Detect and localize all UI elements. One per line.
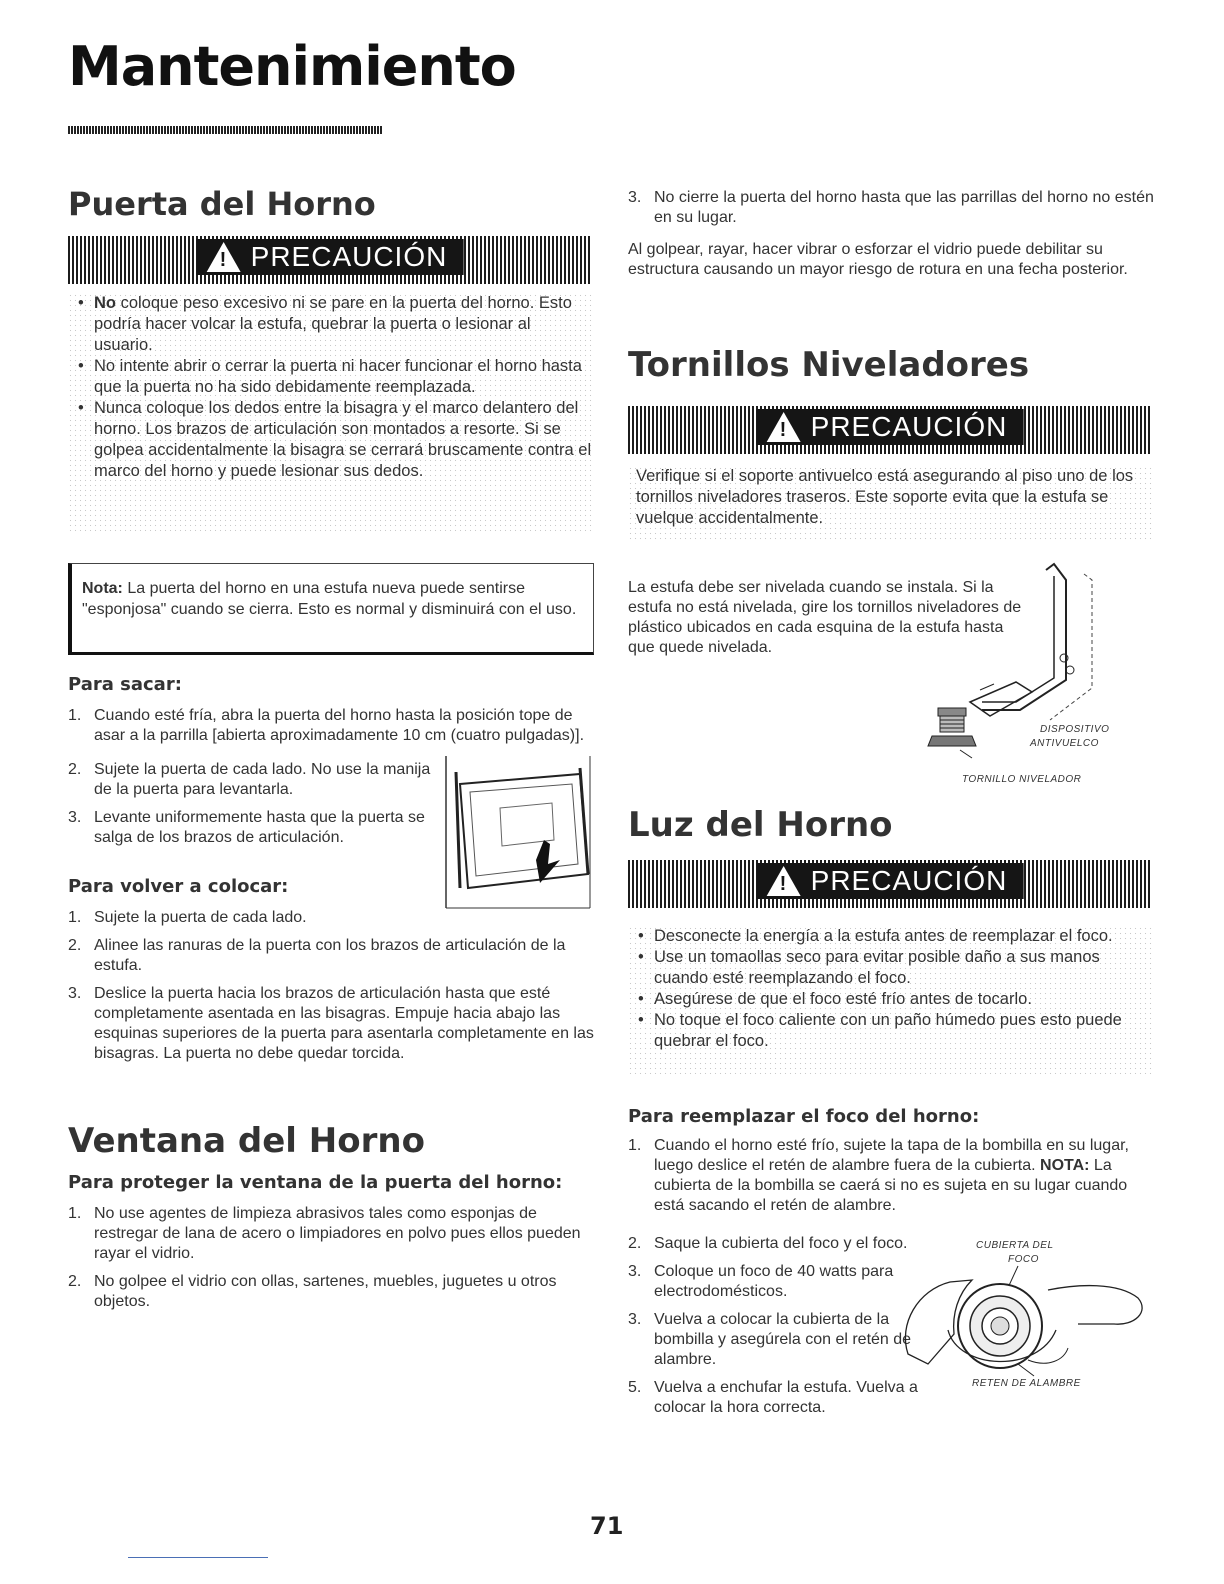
caution-item: • Asegúrese de que el foco esté frío antes de tocarlo.: [628, 989, 1152, 1010]
step-item: 2. No golpee el vidrio con ollas, sartenes, muebles, juguetes u otros objetos.: [68, 1273, 557, 1310]
step-item: 1. Cuando el horno esté frío, sujete la tapa de la bombilla en su lugar, luego deslice el retén de alambre fuera de la cubierta. NOTA: La cubierta de la bombilla se caerá si no es sujeta en su lugar cuando está sacando el retén de alambre.: [628, 1137, 1129, 1214]
heading-luz: Luz del Horno: [628, 805, 893, 845]
page-title: Mantenimiento: [68, 35, 516, 98]
note-label: Nota:: [82, 580, 123, 597]
steps-ventana: [68, 1204, 594, 1320]
caution-banner-puerta: [68, 236, 592, 284]
label-antivuelco: ANTIVUELCO: [1030, 738, 1099, 749]
step-item: 1. No use agentes de limpieza abrasivos tales como esponjas de restregar de lana de acero o limpiadores en polvo pues ellos pueden rayar el vidrio.: [68, 1205, 581, 1262]
caution-banner-tornillos: [628, 406, 1152, 454]
label-foco: FOCO: [1008, 1254, 1039, 1265]
footer-line: [128, 1557, 268, 1558]
caution-item: • Use un tomaollas seco para evitar posible daño a sus manos cuando esté reemplazando el foco.: [628, 947, 1152, 989]
subheading-sacar: Para sacar:: [68, 674, 182, 695]
step-item: 5. Vuelva a enchufar la estufa. Vuelva a colocar la hora correcta.: [628, 1379, 918, 1416]
step-item: 1. Sujete la puerta de cada lado.: [68, 909, 307, 926]
caution-body-luz: [628, 926, 1152, 1074]
note-text: La puerta del horno en una estufa nueva puede sentirse "esponjosa" cuando se cierra. Esto es normal y disminuirá con el uso.: [82, 580, 577, 618]
label-tornillo: TORNILLO NIVELADOR: [962, 774, 1082, 785]
warning-icon: !: [207, 242, 241, 272]
heading-ventana: Ventana del Horno: [68, 1121, 425, 1161]
note-box: [68, 563, 594, 655]
title-underline: [68, 126, 382, 134]
caution-label: ! PRECAUCIÓN: [197, 239, 464, 275]
caution-body-puerta: [68, 293, 592, 533]
step-item: 2. Saque la cubierta del foco y el foco.: [628, 1235, 908, 1252]
step-item: 3. Levante uniformemente hasta que la puerta se salga de los brazos de articulación.: [68, 809, 425, 846]
steps-volver: [68, 908, 594, 1072]
ventana-paragraph: Al golpear, rayar, hacer vibrar o esforzar el vidrio puede debilitar su estructura causando un mayor riesgo de rotura en una fecha posterior.: [628, 241, 1128, 278]
bulb-cover-illustration: [888, 1264, 1160, 1382]
caution-item: • Nunca coloque los dedos entre la bisagra y el marco delantero del horno. Los brazos de articulación son montados a resorte. Si se golpea accidentalmente la bisagra se cerrará bruscamente contra el marco del horno y puede lesionar sus dedos.: [68, 398, 592, 482]
step-item: 3. Coloque un foco de 40 watts para electrodomésticos.: [628, 1263, 894, 1300]
caution-item: • Desconecte la energía a la estufa antes de reemplazar el foco.: [628, 926, 1152, 947]
caution-item: • No intente abrir o cerrar la puerta ni hacer funcionar el horno hasta que la puerta no ha sido debidamente reemplazada.: [68, 356, 592, 398]
steps-sacar: [68, 706, 594, 754]
step-item: 3. Vuelva a colocar la cubierta de la bombilla y asegúrela con el retén de alambre.: [628, 1311, 912, 1368]
step-item: 3. Deslice la puerta hacia los brazos de articulación hasta que esté completamente asentada en las bisagras. Empuje hacia abajo las esquinas superiores de la puerta para asentarla completamente en las bisagras. La puerta no debe quedar torcida.: [68, 985, 594, 1062]
steps-luz: [628, 1136, 1156, 1224]
caution-item: • No toque el foco caliente con un paño húmedo pues esto puede quebrar el foco.: [628, 1010, 1152, 1052]
step-item: 2. Sujete la puerta de cada lado. No use la manija de la puerta para levantarla.: [68, 761, 431, 798]
caution-item: • No coloque peso excesivo ni se pare en la puerta del horno. Esto podría hacer volcar la estufa, quebrar la puerta o lesionar al usuario.: [68, 293, 592, 356]
step-item: 1. Cuando esté fría, abra la puerta del horno hasta la posición tope de asar a la parrilla [abierta aproximadamente 10 cm (cuatro pulgadas)].: [68, 707, 585, 744]
warning-icon: !: [767, 412, 801, 442]
step-item: 2. Alinee las ranuras de la puerta con los brazos de articulación de la estufa.: [68, 937, 566, 974]
steps-sacar-cont: [68, 760, 442, 856]
label-cubierta: CUBIERTA DEL: [976, 1240, 1054, 1251]
subheading-ventana: Para proteger la ventana de la puerta del horno:: [68, 1172, 563, 1193]
tornillos-paragraph: La estufa debe ser nivelada cuando se instala. Si la estufa no está nivelada, gire los tornillos niveladores de plástico ubicados en cada esquina de la estufa hasta que quede nivelada.: [628, 579, 1022, 656]
warning-icon: !: [767, 866, 801, 896]
oven-door-illustration: [440, 748, 600, 913]
label-dispositivo: DISPOSITIVO: [1040, 724, 1110, 735]
heading-tornillos: Tornillos Niveladores: [628, 345, 1030, 385]
subheading-volver: Para volver a colocar:: [68, 876, 289, 897]
label-reten: RETEN DE ALAMBRE: [972, 1378, 1081, 1389]
caution-label: ! PRECAUCIÓN: [757, 409, 1024, 445]
heading-puerta: Puerta del Horno: [68, 185, 376, 223]
subheading-luz: Para reemplazar el foco del horno:: [628, 1106, 980, 1127]
steps-ventana-cont: [628, 188, 1156, 236]
caution-body-tornillos: Verifique si el soporte antivuelco está asegurando al piso uno de los tornillos niveladores traseros. Este soporte evita que la estufa se vuelque accidentalmente.: [628, 466, 1152, 542]
steps-luz-cont: [628, 1234, 924, 1426]
caution-banner-luz: [628, 860, 1152, 908]
page-number: 71: [590, 1512, 624, 1540]
caution-label: ! PRECAUCIÓN: [757, 863, 1024, 899]
step-item: 3. No cierre la puerta del horno hasta que las parrillas del horno no estén en su lugar.: [628, 189, 1154, 226]
